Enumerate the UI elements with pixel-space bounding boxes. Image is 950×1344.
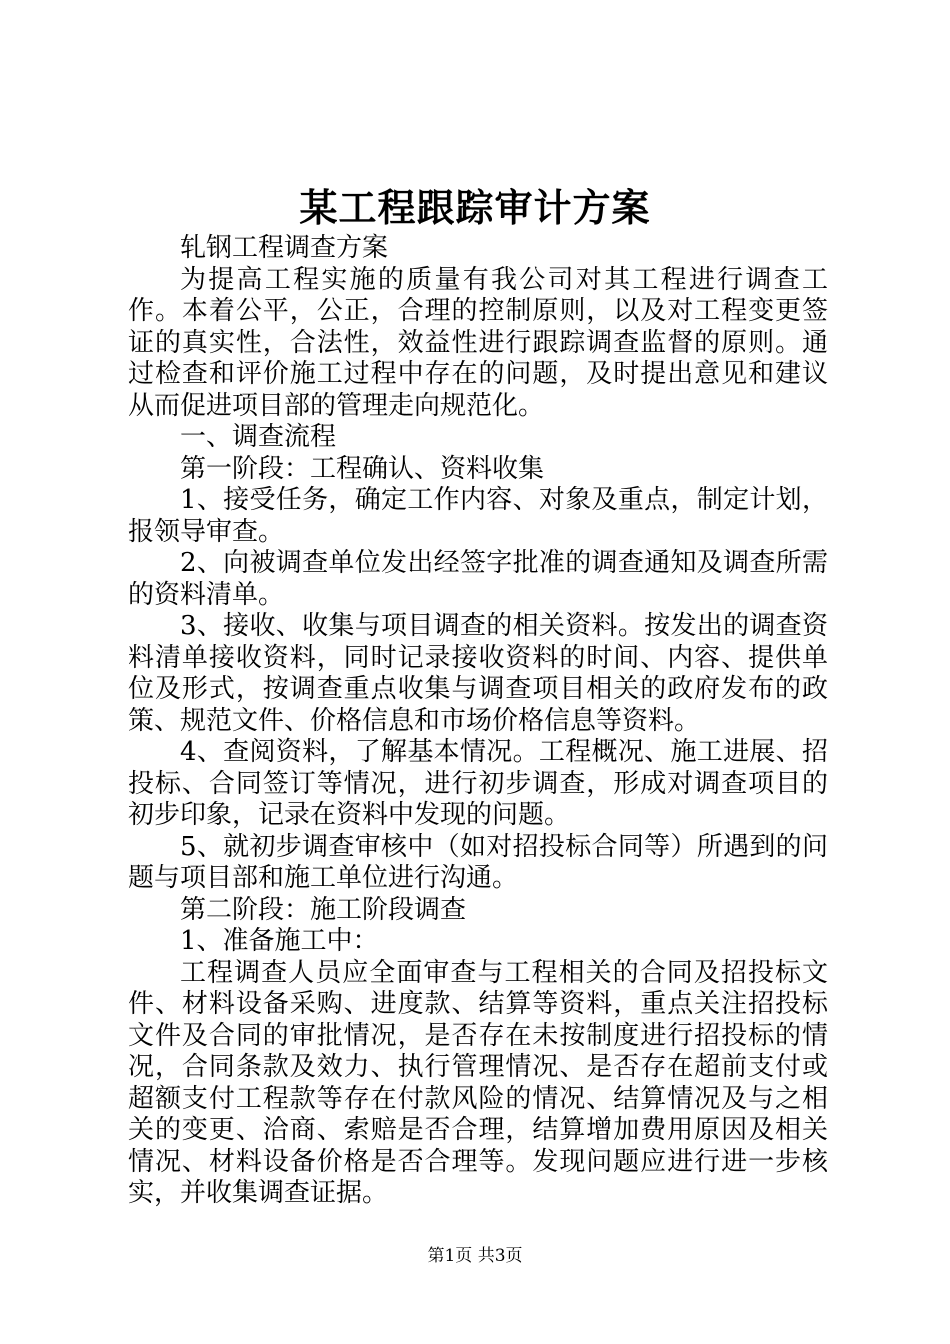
stage-heading: 第二阶段：施工阶段调查	[180, 894, 467, 925]
paragraph-body: 工程调查人员应全面审查与工程相关的合同及招投标文件、材料设备采购、进度款、结算等资料，重点关注招投标文件及合同的审批情况，是否存在未按制度进行招投标的情况，合同条款及效力、执行管理情况、是否存在超前支付或超额支付工程款等存在付款风险的情况、结算情况及与之相关的变更、洽商、索赔是否合理，结算增加费用原因及相关情况、材料设备价格是否合理等。发现问题应进行进一步核实，并收集调查证据。	[128, 957, 828, 1208]
paragraph-intro: 为提高工程实施的质量有我公司对其工程进行调查工作。本着公平，公正，合理的控制原则，以及对工程变更签证的真实性，合法性，效益性进行跟踪调查监督的原则。通过检查和评价施工过程中存在的问题，及时提出意见和建议从而促进项目部的管理走向规范化。	[128, 264, 828, 421]
document-title: 某工程跟踪审计方案	[299, 185, 651, 230]
list-item: 1、准备施工中：	[180, 926, 379, 956]
document-body	[128, 233, 828, 1210]
section-heading: 一、调查流程	[180, 422, 337, 452]
paragraph-subtitle: 轧钢工程调查方案	[180, 233, 389, 263]
list-item: 5、就初步调查审核中（如对招投标合同等）所遇到的问题与项目部和施工单位进行沟通。	[128, 831, 828, 893]
list-item: 4、查阅资料，了解基本情况。工程概况、施工进展、招投标、合同签订等情况，进行初步调查，形成对调查项目的初步印象，记录在资料中发现的问题。	[128, 737, 828, 830]
page-footer: 第1页 共3页	[427, 1246, 523, 1266]
list-item: 1、接受任务，确定工作内容、对象及重点，制定计划，报领导审查。	[128, 485, 828, 547]
list-item: 2、向被调查单位发出经签字批准的调查通知及调查所需的资料清单。	[128, 548, 828, 610]
list-item: 3、接收、收集与项目调查的相关资料。按发出的调查资料清单接收资料，同时记录接收资料的时间、内容、提供单位及形式，按调查重点收集与调查项目相关的政府发布的政策、规范文件、价格信息和市场价格信息等资料。	[128, 611, 828, 736]
stage-heading: 第一阶段：工程确认、资料收集	[180, 453, 545, 484]
